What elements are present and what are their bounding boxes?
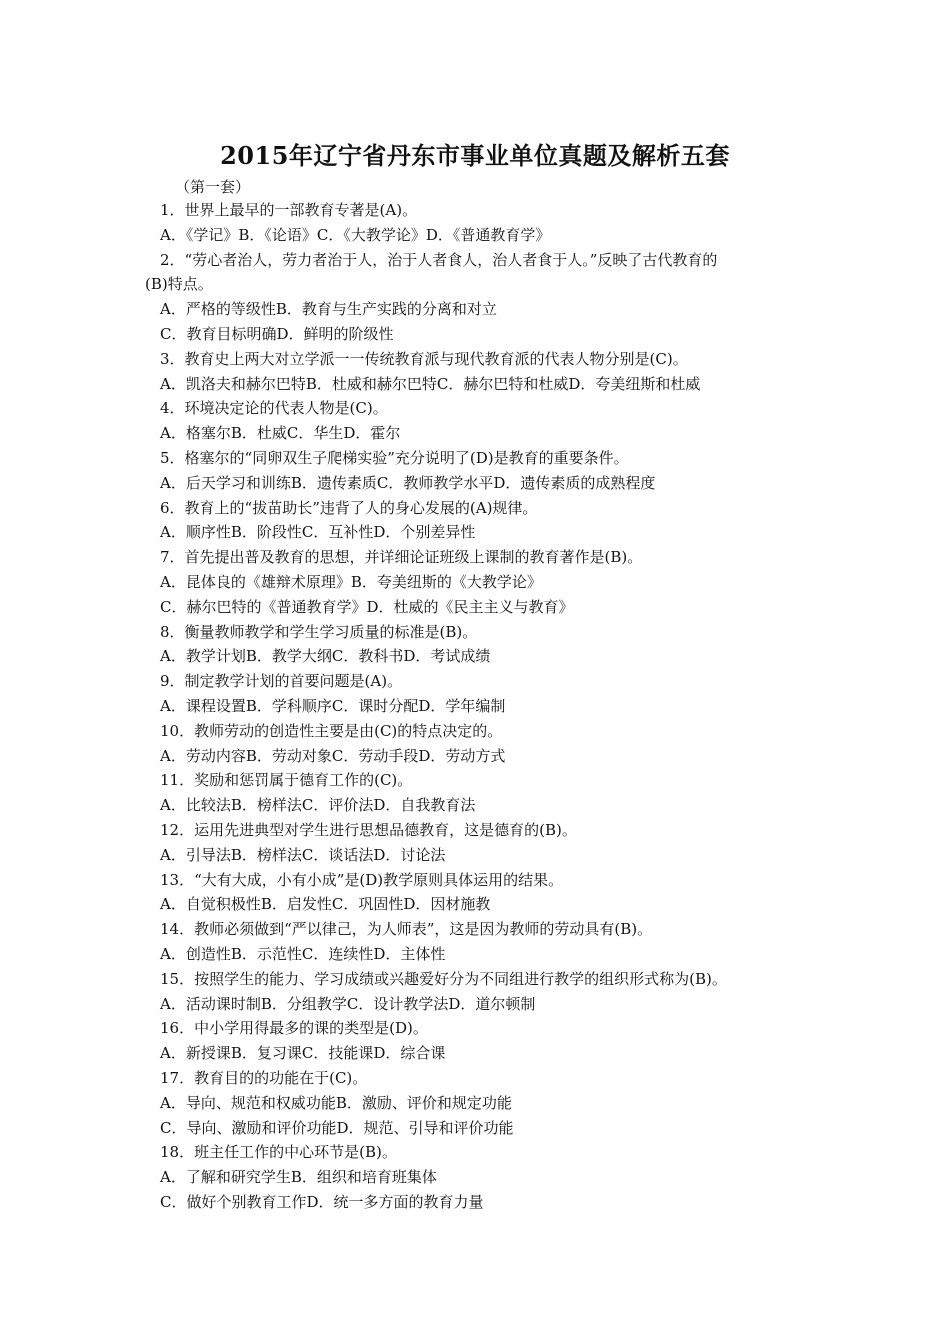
document-line: 14．教师必须做到“严以律己，为人师表”，这是因为教师的劳动具有(B)。 bbox=[160, 920, 653, 938]
document-line: A．严格的等级性B．教育与生产实践的分离和对立 bbox=[160, 300, 497, 318]
document-line: A．新授课B．复习课C．技能课D．综合课 bbox=[160, 1044, 446, 1062]
document-line: A．引导法B．榜样法C．谈话法D．讨论法 bbox=[160, 846, 446, 864]
section-subtitle: （第一套） bbox=[175, 178, 251, 196]
document-line: C．教育目标明确D．鲜明的阶级性 bbox=[160, 325, 394, 343]
document-line: 17．教育目的的功能在于(C)。 bbox=[160, 1069, 368, 1087]
document-line: A．导向、规范和权威功能B．激励、评价和规定功能 bbox=[160, 1094, 512, 1112]
document-line: A．劳动内容B．劳动对象C．劳动手段D．劳动方式 bbox=[160, 747, 506, 765]
document-line: 11．奖励和惩罚属于德育工作的(C)。 bbox=[160, 771, 413, 789]
document-line: A．了解和研究学生B．组织和培育班集体 bbox=[160, 1168, 437, 1186]
document-line: A．格塞尔B．杜威C．华生D．霍尔 bbox=[160, 424, 401, 442]
document-line: 15．按照学生的能力、学习成绩或兴趣爱好分为不同组进行教学的组织形式称为(B)。 bbox=[160, 970, 727, 988]
document-line: A．自觉积极性B．启发性C．巩固性D．因材施教 bbox=[160, 895, 491, 913]
document-line: 4．环境决定论的代表人物是(C)。 bbox=[160, 399, 388, 417]
document-line: A．顺序性B．阶段性C．互补性D．个别差异性 bbox=[160, 523, 476, 541]
document-line: C．赫尔巴特的《普通教育学》D．杜威的《民主主义与教育》 bbox=[160, 598, 574, 616]
document-line: A．凯洛夫和赫尔巴特B．杜威和赫尔巴特C．赫尔巴特和杜威D．夸美纽斯和杜威 bbox=[160, 375, 701, 393]
document-line: C．做好个别教育工作D．统一多方面的教育力量 bbox=[160, 1193, 484, 1211]
document-line: 6．教育上的“拔苗助长”违背了人的身心发展的(A)规律。 bbox=[160, 499, 538, 517]
document-line: 12．运用先进典型对学生进行思想品德教育，这是德育的(B)。 bbox=[160, 821, 577, 839]
document-line: 3．教育史上两大对立学派一一传统教育派与现代教育派的代表人物分别是(C)。 bbox=[160, 350, 688, 368]
document-line: 9．制定教学计划的首要问题是(A)。 bbox=[160, 672, 403, 690]
document-line: A．昆体良的《雄辩术原理》B．夸美纽斯的《大教学论》 bbox=[160, 573, 542, 591]
document-line: A．教学计划B．教学大纲C．教科书D．考试成绩 bbox=[160, 647, 491, 665]
document-line: 13．“大有大成，小有小成”是(D)教学原则具体运用的结果。 bbox=[160, 871, 564, 889]
document-line: A．比较法B．榜样法C．评价法D．自我教育法 bbox=[160, 796, 476, 814]
document-line: 2．“劳心者治人，劳力者治于人，治于人者食人，治人者食于人。”反映了古代教育的 bbox=[160, 251, 718, 269]
document-line: (B)特点。 bbox=[145, 275, 213, 293]
document-line: 1．世界上最早的一部教育专著是(A)。 bbox=[160, 201, 418, 219]
document-line: 5．格塞尔的“同卵双生子爬梯实验”充分说明了(D)是教育的重要条件。 bbox=[160, 449, 629, 467]
document-line: A．活动课时制B．分组教学C．设计教学法D．道尔顿制 bbox=[160, 995, 536, 1013]
document-line: 18．班主任工作的中心环节是(B)。 bbox=[160, 1143, 397, 1161]
page-title: 2015年辽宁省丹东市事业单位真题及解析五套 bbox=[220, 141, 730, 170]
document-line: 7．首先提出普及教育的思想，并详细论证班级上课制的教育著作是(B)。 bbox=[160, 548, 643, 566]
document-line: A．创造性B．示范性C．连续性D．主体性 bbox=[160, 945, 446, 963]
document-line: 8．衡量教师教学和学生学习质量的标准是(B)。 bbox=[160, 623, 478, 641]
document-line: 16．中小学用得最多的课的类型是(D)。 bbox=[160, 1019, 428, 1037]
document-line: C．导向、激励和评价功能D．规范、引导和评价功能 bbox=[160, 1119, 514, 1137]
document-line: 10．教师劳动的创造性主要是由(C)的特点决定的。 bbox=[160, 722, 503, 740]
document-line: A．后天学习和训练B．遗传素质C．教师教学水平D．遗传素质的成熟程度 bbox=[160, 474, 656, 492]
document-line: A．课程设置B．学科顺序C．课时分配D．学年编制 bbox=[160, 697, 506, 715]
document-line: A．《学记》B．《论语》C．《大教学论》D．《普通教育学》 bbox=[160, 226, 551, 244]
